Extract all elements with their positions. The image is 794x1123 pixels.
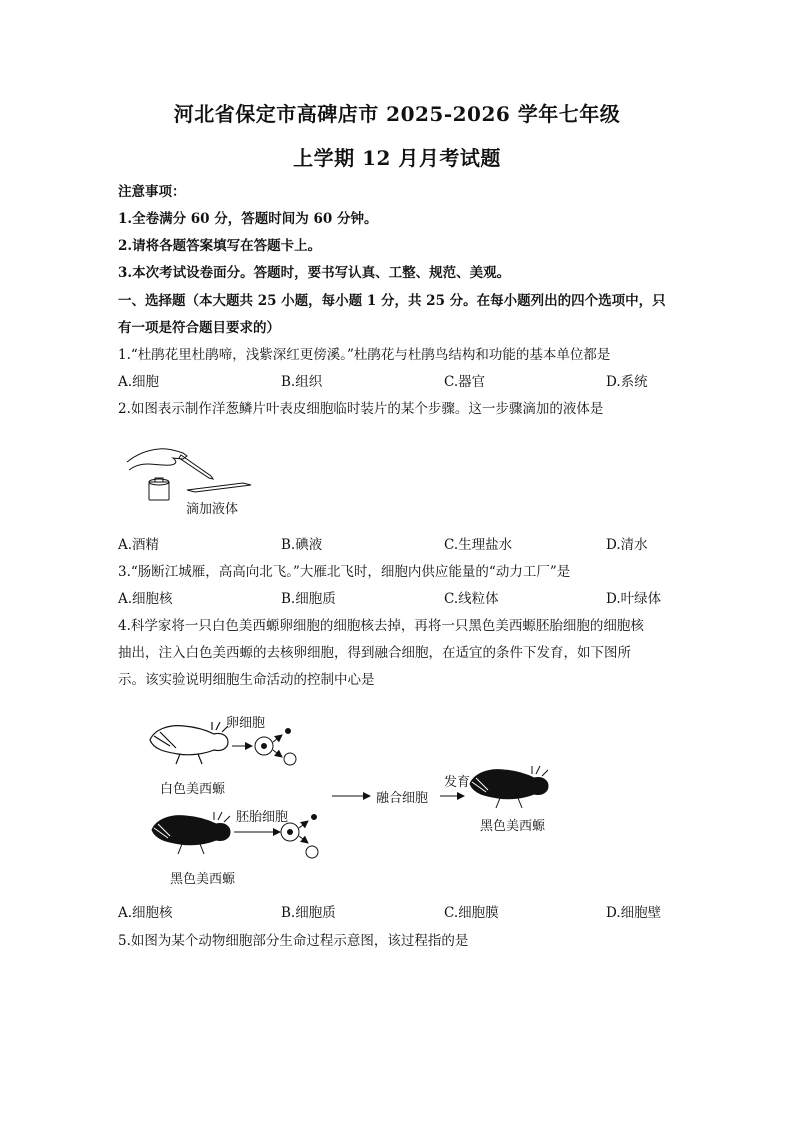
q1-option-b: B.组织 [281, 374, 323, 390]
label-fused-cell: 融合细胞 [376, 791, 429, 806]
exam-title-line1: 河北省保定市高碑店市 2025-2026 学年七年级 [173, 102, 621, 126]
dropper-figure [125, 440, 255, 504]
q2-option-b: B.碘液 [281, 537, 323, 553]
note-item: 1.全卷满分 60 分，答题时间为 60 分钟。 [118, 211, 378, 227]
question-4-stem: 4.科学家将一只白色美西螈卵细胞的细胞核去掉，再将一只黑色美西螈胚胎细胞的细胞核 [118, 618, 644, 634]
black-axolotl-result-icon [470, 766, 548, 808]
label-white-axolotl: 白色美西螈 [160, 782, 226, 797]
q1-option-d: D.系统 [606, 374, 648, 390]
question-5-stem: 5.如图为某个动物细胞部分生命过程示意图，该过程指的是 [118, 933, 469, 949]
question-2-stem: 2.如图表示制作洋葱鳞片叶表皮细胞临时装片的某个步骤。这一步骤滴加的液体是 [118, 401, 604, 417]
nucleus-icon [286, 729, 291, 734]
question-4-stem-cont: 抽出，注入白色美西螈的去核卵细胞，得到融合细胞，在适宜的条件下发育，如下图所 [118, 645, 631, 661]
note-item: 2.请将各题答案填写在答题卡上。 [118, 238, 322, 254]
section-heading: 一、选择题（本大题共 25 小题，每小题 1 分，共 25 分。在每小题列出的四个选项中，只 [118, 293, 666, 309]
q4-option-d: D.细胞壁 [606, 905, 662, 921]
question-3-stem: 3.“肠断江城雁，高高向北飞。”大雁北飞时，细胞内供应能量的“动力工厂”是 [118, 564, 571, 580]
q3-option-d: D.叶绿体 [606, 591, 662, 607]
q4-option-c: C.细胞膜 [444, 905, 499, 921]
white-axolotl-icon [150, 722, 228, 764]
q2-option-d: D.清水 [606, 537, 648, 553]
q2-option-c: C.生理盐水 [444, 537, 513, 553]
hand-icon [127, 449, 187, 470]
notes-heading: 注意事项： [118, 184, 186, 200]
black-axolotl-icon [152, 812, 230, 854]
note-item: 3.本次考试设卷面分。答题时，要书写认真、工整、规范、美观。 [118, 265, 511, 281]
question-1-stem: 1.“杜鹃花里杜鹃啼，浅紫深红更傍溪。”杜鹃花与杜鹃鸟结构和功能的基本单位都是 [118, 347, 611, 363]
label-embryo-cell: 胚胎细胞 [236, 810, 289, 825]
label-black-axolotl-result: 黑色美西螈 [480, 819, 546, 834]
q3-option-a: A.细胞核 [118, 591, 173, 607]
q2-figure-label: 滴加液体 [186, 502, 239, 517]
enucleated-egg-icon [284, 753, 296, 765]
label-black-axolotl: 黑色美西螈 [170, 872, 236, 887]
exam-title-line2: 上学期 12 月月考试题 [293, 146, 501, 170]
q3-option-b: B.细胞质 [281, 591, 336, 607]
q3-option-c: C.线粒体 [444, 591, 499, 607]
q2-option-a: A.酒精 [118, 537, 160, 553]
q4-option-a: A.细胞核 [118, 905, 173, 921]
section-heading-cont: 有一项是符合题目要求的） [118, 320, 280, 336]
label-develop: 发育 [444, 775, 471, 790]
q1-option-a: A.细胞 [118, 374, 160, 390]
question-4-stem-cont: 示。该实验说明细胞生命活动的控制中心是 [118, 672, 375, 688]
q4-option-b: B.细胞质 [281, 905, 336, 921]
q1-option-c: C.器官 [444, 374, 486, 390]
label-egg-cell: 卵细胞 [226, 716, 266, 731]
